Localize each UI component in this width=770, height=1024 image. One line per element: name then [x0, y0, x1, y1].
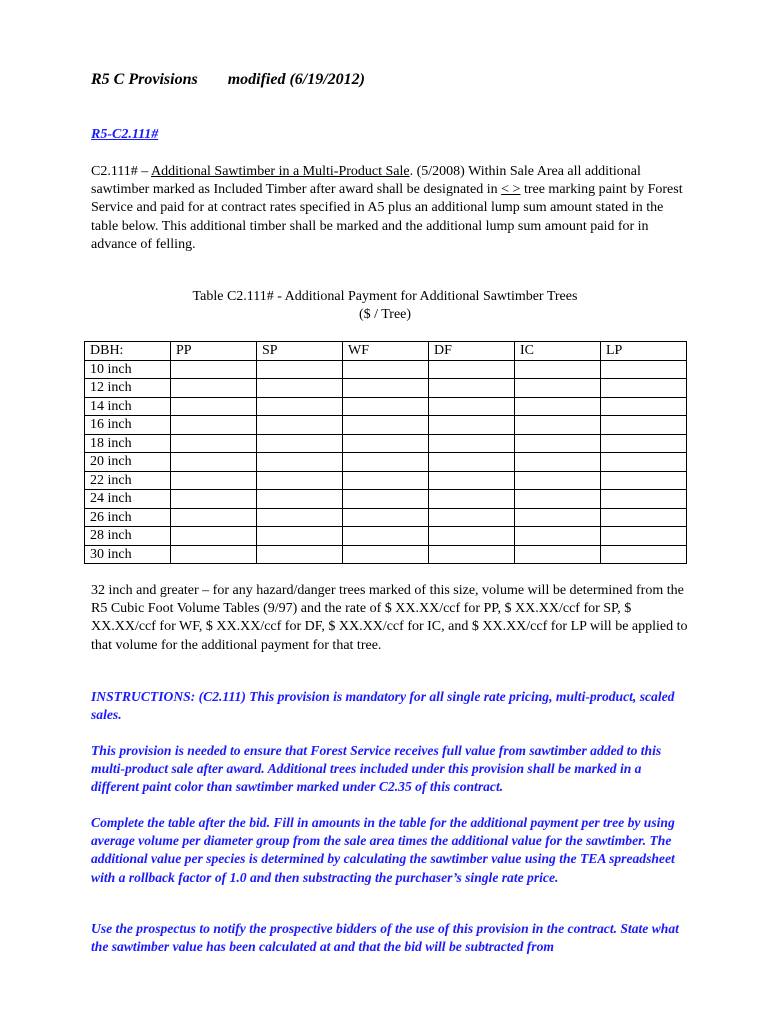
payment-cell-wf	[343, 416, 429, 435]
table-caption-title: Table C2.111# - Additional Payment for Additional Sawtimber Trees	[192, 289, 578, 304]
page-heading	[91, 71, 365, 89]
row-label-dbh: 26 inch	[85, 508, 171, 527]
payment-cell-lp	[601, 434, 687, 453]
payment-cell-ic	[515, 453, 601, 472]
table-row	[85, 527, 687, 546]
payment-cell-sp	[257, 527, 343, 546]
payment-cell-lp	[601, 416, 687, 435]
payment-cell-wf	[343, 434, 429, 453]
section-id-link[interactable]: R5-C2.111#	[91, 127, 159, 142]
row-label-dbh: 30 inch	[85, 545, 171, 564]
payment-cell-wf	[343, 360, 429, 379]
payment-table-body	[85, 342, 687, 564]
payment-cell-lp	[601, 545, 687, 564]
payment-cell-df	[429, 434, 515, 453]
table-header-row	[85, 342, 687, 361]
row-label-dbh: 16 inch	[85, 416, 171, 435]
provision-paragraph	[91, 163, 691, 254]
table-row	[85, 416, 687, 435]
payment-cell-sp	[257, 397, 343, 416]
payment-cell-wf	[343, 545, 429, 564]
provision-lead: C2.111# –	[91, 164, 152, 179]
payment-cell-wf	[343, 490, 429, 509]
payment-cell-ic	[515, 508, 601, 527]
payment-cell-wf	[343, 379, 429, 398]
payment-cell-pp	[171, 471, 257, 490]
instruction-mandatory: INSTRUCTIONS: (C2.111) This provision is mandatory for all single rate pricing, multi-product, scaled sales.	[91, 689, 675, 723]
payment-cell-wf	[343, 508, 429, 527]
payment-cell-pp	[171, 416, 257, 435]
payment-cell-sp	[257, 453, 343, 472]
payment-cell-wf	[343, 471, 429, 490]
header-cell-wf: WF	[343, 342, 429, 361]
header-cell-ic: IC	[515, 342, 601, 361]
header-cell-df: DF	[429, 342, 515, 361]
payment-cell-df	[429, 397, 515, 416]
payment-cell-df	[429, 379, 515, 398]
row-label-dbh: 18 inch	[85, 434, 171, 453]
payment-cell-ic	[515, 397, 601, 416]
table-row	[85, 397, 687, 416]
table-row	[85, 360, 687, 379]
header-cell-lp: LP	[601, 342, 687, 361]
payment-cell-sp	[257, 508, 343, 527]
payment-cell-pp	[171, 434, 257, 453]
payment-cell-df	[429, 545, 515, 564]
payment-cell-lp	[601, 453, 687, 472]
payment-cell-lp	[601, 527, 687, 546]
payment-cell-lp	[601, 508, 687, 527]
payment-cell-df	[429, 416, 515, 435]
payment-cell-ic	[515, 527, 601, 546]
provision-body-b: tree marking paint by Forest Service and paid for at contract rates specified in A5 plus an additional lump sum amount stated in the table below. This additional timber shall be marked and the additional lump sum amount paid for in advance of felling.	[91, 182, 683, 252]
table-caption	[91, 288, 679, 324]
row-label-dbh: 22 inch	[85, 471, 171, 490]
instruction-purpose: This provision is needed to ensure that Forest Service receives full value from sawtimber added to this multi-product sale after award. Additional trees included under this provision shall be marked in a different paint color than sawtimber marked under C2.35 of this contract.	[91, 743, 662, 795]
provision-title: Additional Sawtimber in a Multi-Product Sale	[151, 164, 410, 179]
payment-cell-sp	[257, 471, 343, 490]
table-row	[85, 379, 687, 398]
header-cell-pp: PP	[171, 342, 257, 361]
payment-cell-lp	[601, 397, 687, 416]
large-tree-note: 32 inch and greater – for any hazard/danger trees marked of this size, volume will be determined from the R5 Cubic Foot Volume Tables (9/97) and the rate of $ XX.XX/ccf for PP, $ XX.XX/ccf for SP, $ XX.XX/ccf for WF, $ XX.XX/ccf for DF, $ XX.XX/ccf for IC, and $ XX.XX/ccf for LP will be applied to that volume for the additional payment for that tree.	[91, 583, 688, 653]
table-row	[85, 545, 687, 564]
row-label-dbh: 28 inch	[85, 527, 171, 546]
payment-cell-pp	[171, 379, 257, 398]
payment-cell-ic	[515, 434, 601, 453]
table-row	[85, 508, 687, 527]
payment-cell-lp	[601, 490, 687, 509]
payment-cell-df	[429, 360, 515, 379]
instruction-prospectus: Use the prospectus to notify the prospective bidders of the use of this provision in the contract. State what the sawtimber value has been calculated at and that the bid will be subtracted from	[91, 921, 679, 955]
payment-cell-ic	[515, 471, 601, 490]
payment-cell-ic	[515, 379, 601, 398]
provisions-title: R5 C Provisions	[91, 71, 198, 88]
row-label-dbh: 14 inch	[85, 397, 171, 416]
table-row	[85, 490, 687, 509]
instruction-complete-table: Complete the table after the bid. Fill in amounts in the table for the additional payment per tree by using average volume per diameter group from the sale area times the additional value for the sawtimber. The additional value per species is determined by calculating the sawtimber value using the TEA spreadsheet with a rollback factor of 1.0 and then substracting the purchaser’s single rate price.	[91, 815, 675, 885]
row-label-dbh: 20 inch	[85, 453, 171, 472]
payment-cell-lp	[601, 379, 687, 398]
payment-cell-wf	[343, 527, 429, 546]
table-row	[85, 471, 687, 490]
modified-date: modified (6/19/2012)	[227, 71, 365, 88]
payment-cell-df	[429, 508, 515, 527]
payment-cell-sp	[257, 545, 343, 564]
payment-cell-df	[429, 527, 515, 546]
payment-cell-wf	[343, 397, 429, 416]
payment-cell-sp	[257, 434, 343, 453]
row-label-dbh: 12 inch	[85, 379, 171, 398]
payment-cell-pp	[171, 490, 257, 509]
header-cell-sp: SP	[257, 342, 343, 361]
table-row	[85, 434, 687, 453]
payment-cell-pp	[171, 397, 257, 416]
payment-cell-wf	[343, 453, 429, 472]
table-row	[85, 453, 687, 472]
payment-cell-sp	[257, 490, 343, 509]
payment-cell-pp	[171, 360, 257, 379]
payment-table	[84, 341, 687, 564]
paint-color-placeholder: < >	[501, 182, 521, 198]
payment-cell-pp	[171, 527, 257, 546]
table-caption-units: ($ / Tree)	[358, 307, 412, 323]
payment-cell-sp	[257, 379, 343, 398]
payment-cell-df	[429, 471, 515, 490]
payment-cell-sp	[257, 360, 343, 379]
payment-cell-ic	[515, 545, 601, 564]
payment-cell-ic	[515, 416, 601, 435]
payment-cell-df	[429, 453, 515, 472]
header-cell-dbh: DBH:	[85, 342, 171, 361]
payment-cell-pp	[171, 453, 257, 472]
row-label-dbh: 24 inch	[85, 490, 171, 509]
payment-cell-lp	[601, 471, 687, 490]
payment-cell-ic	[515, 490, 601, 509]
payment-cell-lp	[601, 360, 687, 379]
payment-cell-sp	[257, 416, 343, 435]
payment-cell-pp	[171, 508, 257, 527]
provision-body-a: . (5/2008) Within Sale Area all additional sawtimber marked as Included Timber after award shall be designated in	[91, 164, 641, 198]
payment-cell-df	[429, 490, 515, 509]
payment-cell-ic	[515, 360, 601, 379]
payment-cell-pp	[171, 545, 257, 564]
row-label-dbh: 10 inch	[85, 360, 171, 379]
